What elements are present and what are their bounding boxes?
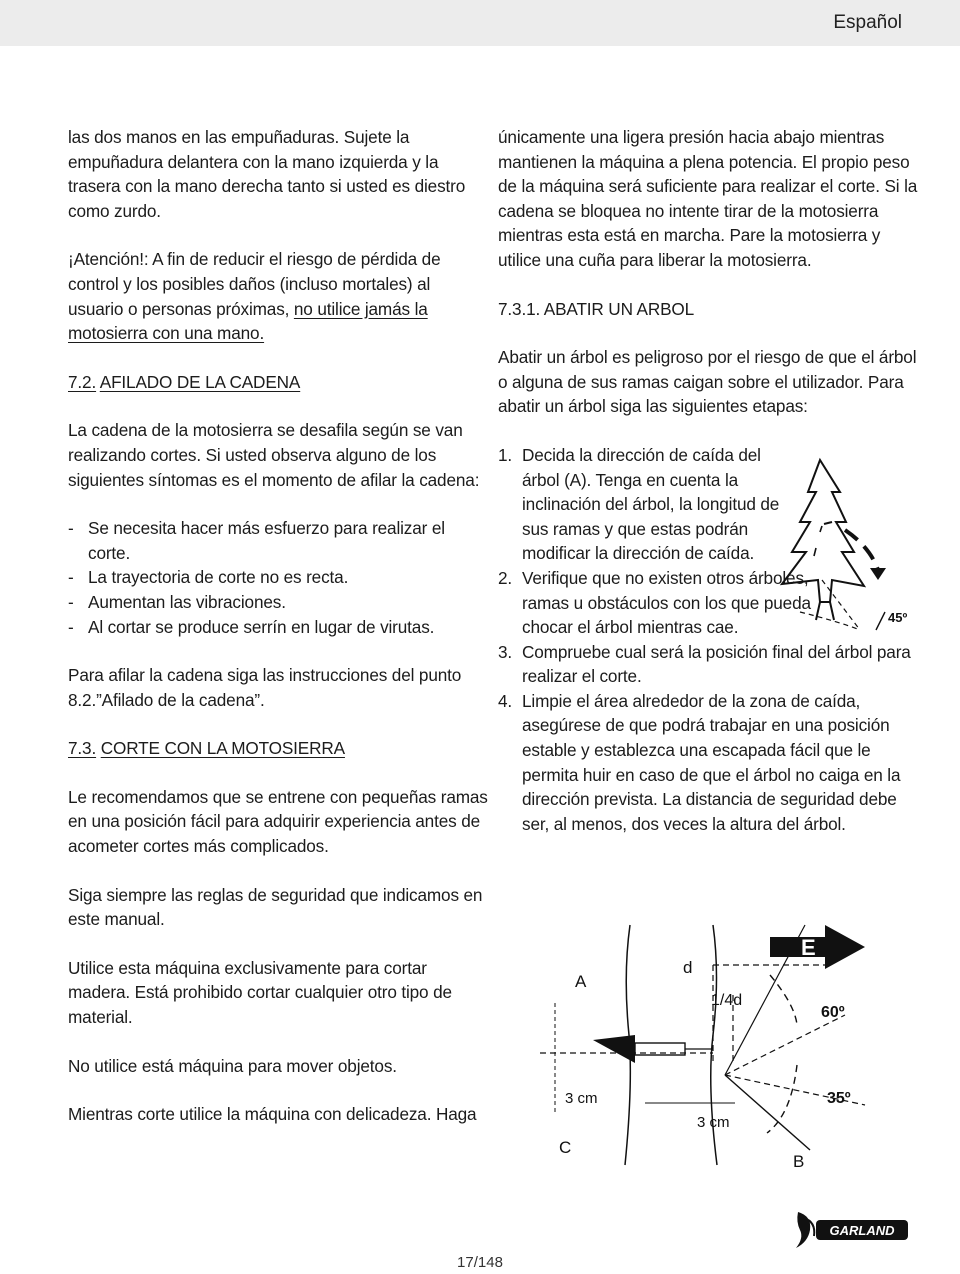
list-item (498, 689, 922, 837)
warning-emphasis: no utilice jamás la motosierra con una mano. (68, 298, 428, 344)
step-number: 4. (498, 690, 513, 711)
logo-wordmark: GARLAND (829, 1223, 895, 1238)
label-d: d (683, 958, 693, 977)
paragraph-hands: las dos manos en las empuñaduras. Sujete la empuñadura delantera con la mano izquierda y la trasera con la mano derecha tanto si usted es diestro como zurdo. (68, 127, 466, 221)
section-heading-7-3 (68, 736, 488, 761)
list-item: - Aumentan las vibraciones. (68, 590, 488, 615)
felling-notch-figure (535, 915, 875, 1175)
section-number: 7.2. (68, 371, 97, 392)
label-e: E (801, 935, 816, 960)
list-item: - La trayectoria de corte no es recta. (68, 565, 488, 590)
step-text: Verifique que no existen otros árboles, ramas u obstáculos con los que pueda chocar el árbol mientras cae. (522, 567, 811, 638)
list-item: - Se necesita hacer más esfuerzo para realizar el corte. (68, 516, 488, 565)
section-heading-7-2 (68, 370, 488, 395)
notch-wedge (593, 1035, 635, 1063)
paragraph-sharpen: La cadena de la motosierra se desafila según se van realizando cortes. Si usted observa alguno de los siguientes síntomas es el momento de afilar la cadena: (68, 420, 480, 490)
garland-logo (790, 1208, 910, 1252)
paragraph-delicate: Mientras corte utilice la máquina con delicadeza. Haga (68, 1104, 477, 1125)
step-text: Decida la dirección de caída del árbol (A). Tenga en cuenta la inclinación del árbol, la longitud de sus ramas y que estas podrán modificar la dirección de caída. (522, 444, 780, 564)
symptom-list (68, 516, 488, 639)
label-c: C (559, 1138, 572, 1157)
label-35: 35º (827, 1090, 851, 1107)
paragraph-sharpen-ref: Para afilar la cadena siga las instrucciones del punto 8.2.”Afilado de la cadena”. (68, 665, 462, 710)
section-title: AFILADO DE LA CADENA (99, 371, 301, 392)
label-60: 60º (821, 1004, 845, 1021)
arrow-head (870, 568, 886, 580)
label-a: A (575, 972, 587, 991)
paragraph-no-move: No utilice está máquina para mover objetos. (68, 1055, 397, 1076)
step-number: 3. (498, 641, 513, 662)
list-item (498, 640, 918, 689)
angle-label: 45º (888, 610, 908, 625)
section-title: CORTE CON LA MOTOSIERRA (100, 738, 345, 759)
list-item (498, 443, 782, 566)
fall-direction-arrow (770, 925, 865, 969)
warning-text: ¡Atención!: A fin de reducir el riesgo de pérdida de control y los posibles daños (incluso mortales) al usuario o personas próximas, (68, 249, 441, 319)
label-b: B (793, 1152, 805, 1171)
step-number: 2. (498, 567, 513, 588)
label-quarter-d: 1/4d (711, 992, 743, 1009)
left-column (68, 125, 488, 1127)
paragraph-pressure: únicamente una ligera presión hacia abajo mientras mantienen la máquina a plena potencia. El propio peso de la máquina será suficiente para realizar el corte. Si la cadena se bloquea no intente tirar de la motosierra mientras esta está en marcha. Pare la motosierra y utilice una cuña para liberar la motosierra. (498, 127, 918, 270)
paragraph-safety: Siga siempre las reglas de seguridad que indicamos en este manual. (68, 884, 483, 930)
list-item: - Al cortar se produce serrín en lugar de virutas. (68, 615, 488, 640)
step-number: 1. (498, 444, 513, 465)
label-3cm-left: 3 cm (565, 1090, 598, 1107)
logo-emblem (796, 1212, 810, 1248)
paragraph-train: Le recomendamos que se entrene con pequeñas ramas en una posición fácil para adquirir experiencia antes de acometer cortes más complicados. (68, 786, 488, 857)
label-3cm-right: 3 cm (697, 1114, 730, 1131)
step-text: Limpie el área alrededor de la zona de caída, asegúrese de que podrá trabajar en una posición estable y establezca una escapada fácil que le permita huir en caso de que el árbol no caiga en la dirección prevista. La distancia de seguridad debe ser, al menos, dos veces la altura del árbol. (522, 690, 901, 834)
paragraph-felling-intro: Abatir un árbol es peligroso por el riesgo de que el árbol o alguna de sus ramas caigan sobre el utilizador. Para abatir un árbol siga las siguientes etapas: (498, 347, 917, 417)
page-header (0, 0, 960, 46)
section-number: 7.3. (68, 738, 97, 759)
paragraph-warning (68, 247, 488, 345)
paragraph-wood-only: Utilice esta máquina exclusivamente para cortar madera. Está prohibido cortar cualquier otro tipo de material. (68, 957, 452, 1028)
tree-fall-direction-figure (760, 452, 920, 632)
section-heading-7-3-1: 7.3.1. ABATIR UN ARBOL (498, 298, 695, 319)
page-number: 17/148 (457, 1254, 503, 1271)
step-text: Compruebe cual será la posición final del árbol para realizar el corte. (522, 641, 911, 687)
language-label: Español (833, 12, 902, 33)
